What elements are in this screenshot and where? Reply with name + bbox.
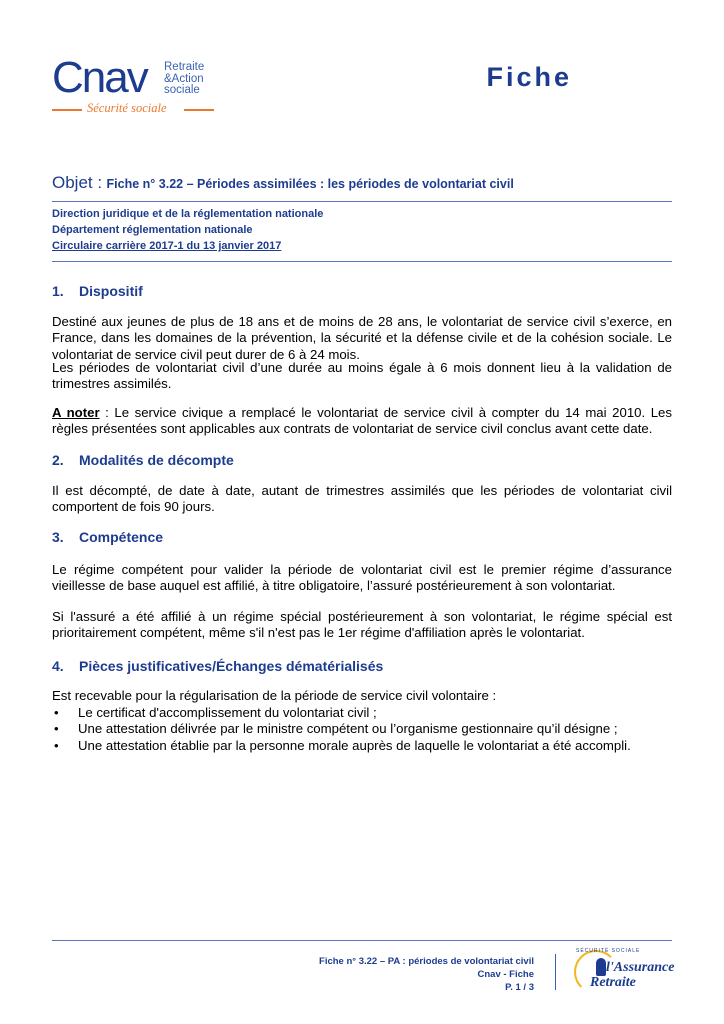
objet-title: Fiche n° 3.22 – Périodes assimilées : les périodes de volontariat civil [106,177,514,191]
paragraph: Est recevable pour la régularisation de la période de service civil volontaire : [52,688,497,703]
meta-block [52,206,323,254]
paragraph: Destiné aux jeunes de plus de 18 ans et de moins de 28 ans, le volontariat de service civil s’exerce, en France, dans les domaines de la prévention, la sécurité et la défense civile et de la cohésion sociale. Le volontariat de service civil peut durer de 6 à 24 mois. [52,314,672,362]
logo-tagline: Sécurité sociale [52,101,222,115]
cnav-logo [52,53,222,120]
bullet-list [52,705,672,754]
note-paragraph [52,405,672,438]
note-label: A noter [52,405,100,420]
section-heading: 1. Dispositif [52,283,143,299]
list-item: • Une attestation délivrée par le ministre compétent ou l’organisme gestionnaire qu’il désigne ; [52,721,672,737]
paragraph: Si l'assuré a été affilié à un régime spécial postérieurement à son volontariat, le régime spécial est prioritairement compétent, même s'il n'est pas le 1er régime d'affiliation après le volontariat. [52,609,672,641]
person-figure-icon [596,958,606,976]
objet-line [52,173,672,193]
meta-departement: Département réglementation nationale [52,224,253,236]
logo-side-text: Retraite &Action sociale [164,61,205,96]
divider [52,201,672,202]
paragraph: Les périodes de volontariat civil d’une durée au moins égale à 6 mois donnent lieu à la validation de trimestres assimilés. [52,360,672,392]
footer-text [319,955,534,994]
page-number: P. 1 / 3 [505,982,534,993]
section-heading: 3. Compétence [52,529,164,545]
footer-doc-ref: Fiche n° 3.22 – PA : périodes de volontariat civil [319,956,534,967]
assurance-retraite-logo: SÉCURITÉ SOCIALE l'Assurance Retraite [568,948,678,998]
section-heading: 4. Pièces justificatives/Échanges dématérialisés [52,658,384,674]
objet-label: Objet : [52,173,103,192]
note-text: : Le service civique a remplacé le volontariat de service civil à compter du 14 mai 2010. Les règles présentées sont applicables aux contrats de volontariat de service civil conclus avant cette date. [52,405,672,437]
list-item: • Une attestation établie par la personne morale auprès de laquelle le volontariat a été accompli. [52,738,672,754]
footer-separator [555,954,556,990]
paragraph: Il est décompté, de date à date, autant de trimestres assimilés que les périodes de volontariat civil comportent de fois 90 jours. [52,483,672,515]
divider [52,261,672,262]
section-heading: 2. Modalités de décompte [52,452,234,468]
footer-divider [52,940,672,941]
logo-wordmark: Cnav [52,53,147,102]
doc-type-title: Fiche [486,62,572,92]
footer-doc-type: Cnav - Fiche [477,969,534,980]
meta-circulaire-link[interactable]: Circulaire carrière 2017-1 du 13 janvier 2017 [52,240,282,252]
meta-direction: Direction juridique et de la réglementation nationale [52,208,324,220]
list-item: • Le certificat d'accomplissement du volontariat civil ; [52,705,672,721]
paragraph: Le régime compétent pour valider la période de volontariat civil est le premier régime d’assurance vieillesse de base auquel est affilié, à titre obligatoire, l’assuré postérieurement à son volontariat. [52,562,672,594]
